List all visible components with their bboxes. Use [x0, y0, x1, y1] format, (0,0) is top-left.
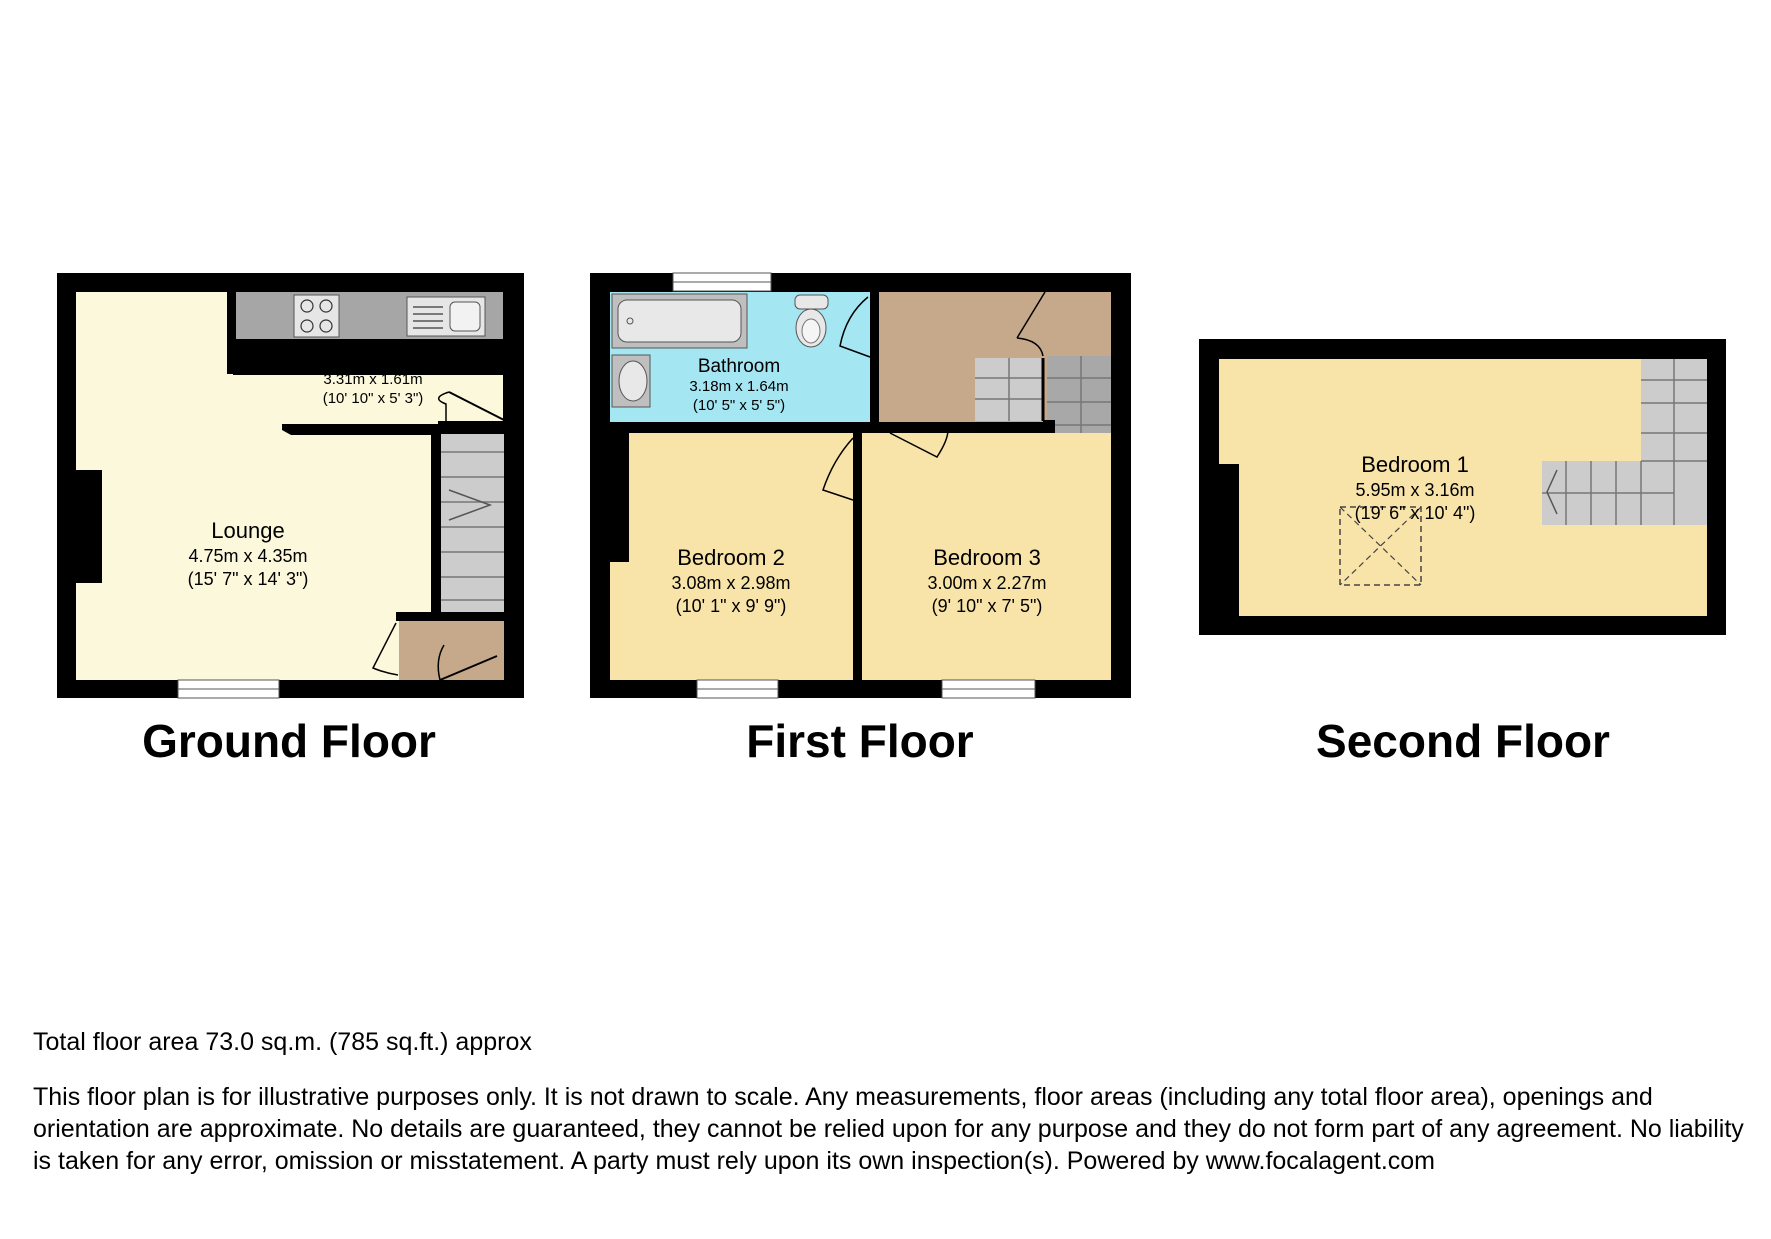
- disclaimer-text: This floor plan is for illustrative purposes only. It is not drawn to scale. Any measurements, floor areas (including any total floor area), openings and orientation are approximate. No details are guaranteed, they cannot be relied upon for any purpose and they do not form part of any agreement. No liability is taken for any error, omission or misstatement. A party must rely upon its own inspection(s). Powered by www.focalagent.com: [33, 1083, 1744, 1175]
- lounge-window: [178, 680, 279, 698]
- floor-title: Ground Floor: [142, 715, 436, 767]
- sink-icon: [407, 297, 485, 336]
- basin-icon: [612, 355, 650, 407]
- room-metric: 3.08m x 2.98m: [671, 573, 791, 593]
- floor-title: Second Floor: [1316, 715, 1610, 767]
- room-imperial: (19' 6" x 10' 4"): [1354, 503, 1476, 523]
- hob-icon: [294, 295, 339, 337]
- room-metric: 4.75m x 4.35m: [188, 546, 308, 566]
- second-floor-plan: [1199, 339, 1726, 635]
- room-name: Bedroom 3: [933, 545, 1041, 570]
- first-floor-plan: [590, 273, 1131, 698]
- room-metric: 3.00m x 2.27m: [927, 573, 1047, 593]
- room-metric: 3.18m x 1.64m: [689, 378, 789, 395]
- room-imperial: (15' 7" x 14' 3"): [187, 569, 309, 589]
- ground-floor-plan: [57, 273, 524, 698]
- room-name: Kitchen: [341, 349, 405, 370]
- toilet-icon: [795, 295, 828, 347]
- room-imperial: (9' 10" x 7' 5"): [931, 596, 1043, 616]
- room-metric: 3.31m x 1.61m: [323, 371, 423, 388]
- room-imperial: (10' 5" x 5' 5"): [692, 397, 786, 414]
- bedroom-2-window: [697, 680, 778, 698]
- bedroom-3-window: [942, 680, 1035, 698]
- room-name: Bathroom: [697, 356, 781, 377]
- bath-icon: [612, 294, 747, 348]
- floor-title: First Floor: [746, 715, 974, 767]
- entrance-hall: [399, 621, 504, 680]
- total-floor-area: Total floor area 73.0 sq.m. (785 sq.ft.) approx: [33, 1028, 532, 1056]
- ground-stairs: [441, 434, 504, 612]
- bathroom-window: [673, 273, 771, 291]
- room-metric: 5.95m x 3.16m: [1355, 480, 1475, 500]
- room-name: Bedroom 1: [1361, 452, 1469, 477]
- room-name: Lounge: [211, 518, 285, 543]
- room-imperial: (10' 1" x 9' 9"): [675, 596, 787, 616]
- room-name: Bedroom 2: [677, 545, 785, 570]
- room-imperial: (10' 10" x 5' 3"): [322, 390, 424, 407]
